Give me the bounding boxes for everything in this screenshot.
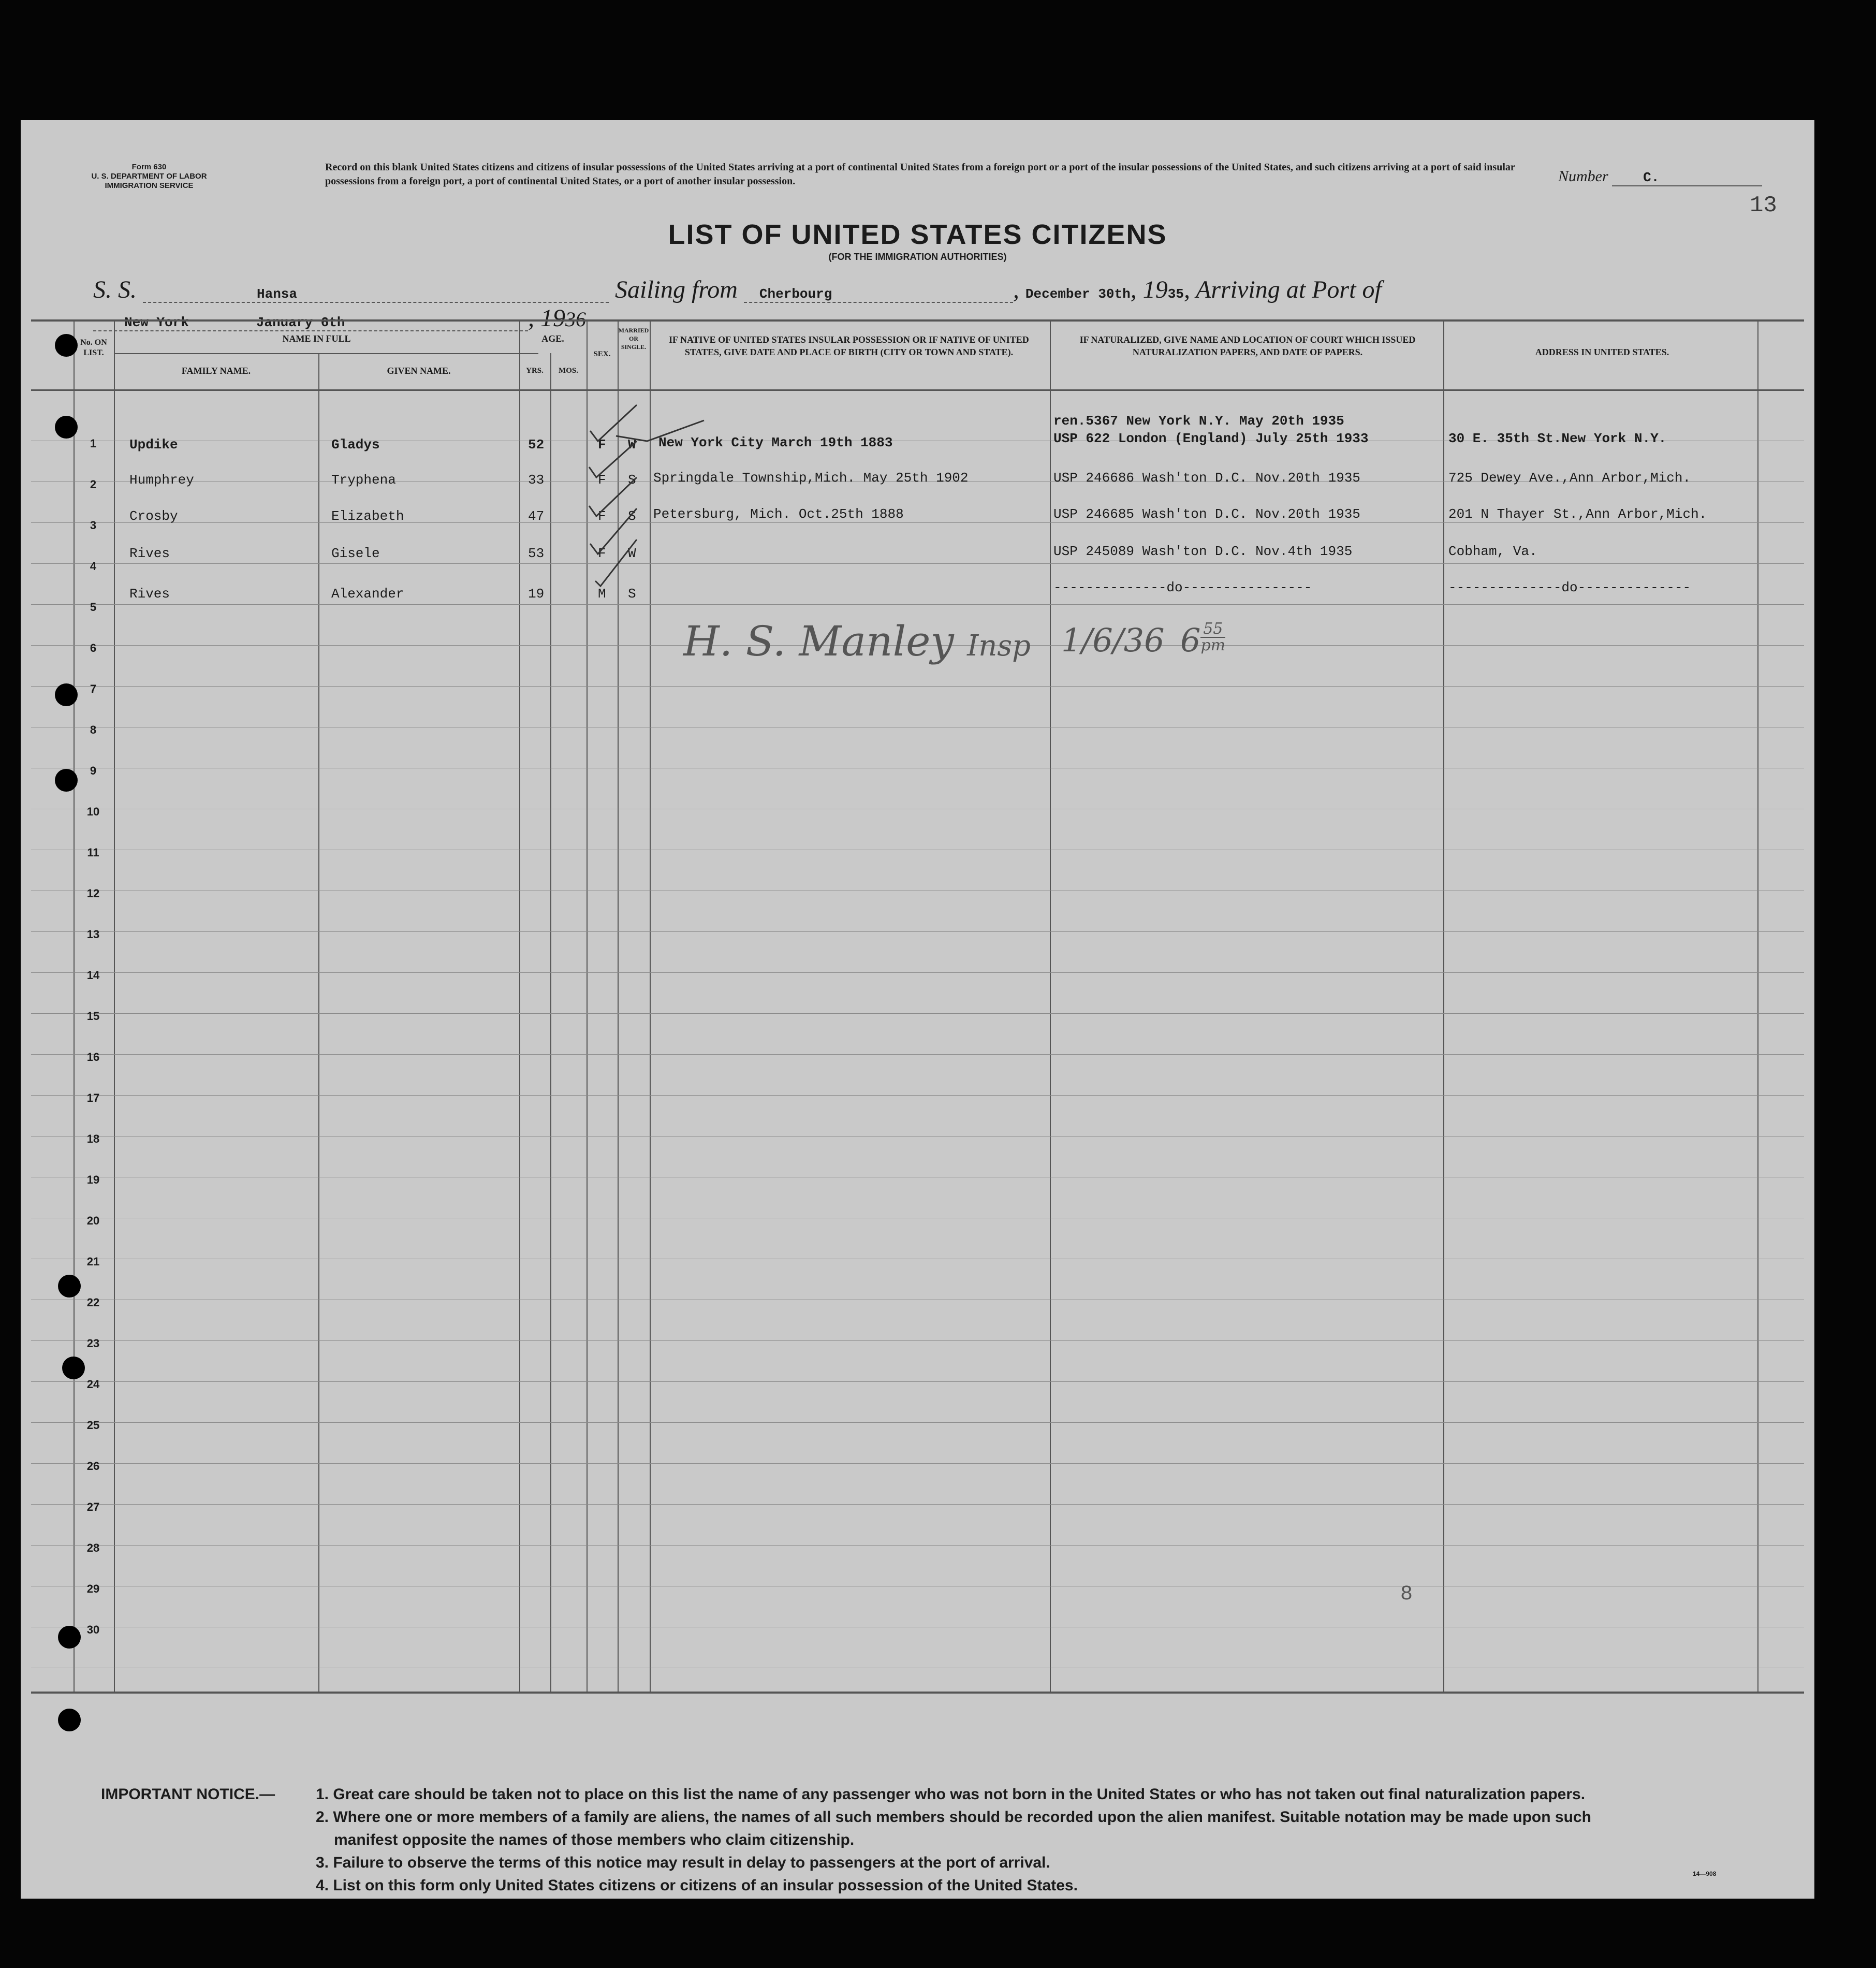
notice-label: IMPORTANT NOTICE.— (101, 1786, 275, 1803)
row-rule (31, 1504, 1804, 1505)
row-rule (31, 931, 1804, 932)
punch-hole (55, 334, 78, 357)
row-number: 17 (86, 1091, 100, 1104)
notice-item: 2. Where one or more members of a family are aliens, the names of all such members should be recorded upon the alien manifest. Suitable notation may be made upon such (316, 1809, 1591, 1826)
table-top-rule (31, 319, 1804, 322)
row-number: 5 (90, 601, 97, 614)
row-number: 27 (86, 1500, 100, 1513)
col-rule (1757, 319, 1758, 1692)
check-mark (595, 540, 637, 586)
margin-mark: 8 (1400, 1583, 1413, 1606)
row-number: 13 (86, 928, 100, 941)
col-rule (519, 319, 520, 1692)
departure-port: Cherbourg (744, 286, 1013, 303)
row-rule (31, 1463, 1804, 1464)
page-title: LIST OF UNITED STATES CITIZENS (668, 219, 1167, 250)
address: 30 E. 35th St.New York N.Y. (1448, 431, 1667, 446)
row-number: 10 (86, 805, 100, 818)
address: Cobham, Va. (1448, 544, 1537, 559)
naturalization-2: USP 622 London (England) July 25th 1933 (1053, 431, 1369, 446)
row-number: 4 (90, 560, 97, 573)
given-name: Elizabeth (331, 508, 404, 524)
number-label: Number (1558, 168, 1608, 185)
name-header-rule (114, 353, 538, 354)
department-name: U. S. DEPARTMENT OF LABOR (91, 172, 207, 181)
address: 725 Dewey Ave.,Ann Arbor,Mich. (1448, 470, 1691, 486)
check-mark (590, 405, 637, 441)
row-number: 20 (86, 1214, 100, 1227)
page-number: 13 (1750, 193, 1777, 218)
sex: M (598, 586, 606, 602)
family-name: Updike (129, 437, 178, 453)
manifest-sheet (21, 120, 1814, 1899)
birth-place-date: Petersburg, Mich. Oct.25th 1888 (653, 506, 904, 522)
row-number: 28 (86, 1541, 100, 1554)
row-rule (31, 604, 1804, 605)
row-number: 6 (90, 642, 97, 654)
notice-item: manifest opposite the names of those members who claim citizenship. (334, 1831, 855, 1848)
naturalization-1: USP 246685 Wash'ton D.C. Nov.20th 1935 (1053, 506, 1360, 522)
row-rule (31, 1422, 1804, 1423)
row-number: 21 (86, 1255, 100, 1268)
arrival-date: January 6th (256, 315, 345, 330)
service-name: IMMIGRATION SERVICE (105, 181, 194, 190)
sex: F (598, 437, 606, 453)
age-years: 19 (528, 586, 545, 602)
punch-hole (62, 1357, 85, 1379)
row-number: 2 (90, 478, 97, 491)
inspection-time: 6 $\frac{55}{pm}$ (1180, 620, 1226, 659)
punch-hole (58, 1709, 81, 1731)
row-number: 8 (90, 723, 97, 736)
sex: F (598, 472, 606, 488)
row-rule (31, 1340, 1804, 1341)
family-name: Rives (129, 586, 170, 602)
row-number: 26 (86, 1460, 100, 1473)
check-mark (589, 441, 637, 477)
col-rule (74, 319, 75, 1692)
col-rule (550, 353, 551, 1692)
sex: F (598, 508, 606, 524)
row-number: 16 (86, 1051, 100, 1063)
row-number: 23 (86, 1337, 100, 1350)
naturalization-1: USP 246686 Wash'ton D.C. Nov.20th 1935 (1053, 470, 1360, 486)
number-value: C. (1612, 170, 1762, 186)
given-name: Gisele (331, 546, 380, 561)
naturalization-1: --------------do---------------- (1053, 580, 1312, 595)
check-marks (569, 389, 725, 607)
sailing-label: Sailing from (615, 276, 738, 303)
family-name: Crosby (129, 508, 178, 524)
row-number: 3 (90, 519, 97, 532)
row-number: 22 (86, 1296, 100, 1309)
form-number: Form 630 (131, 163, 167, 171)
given-name: Alexander (331, 586, 404, 602)
age-years: 52 (528, 437, 545, 453)
col-rule (1050, 319, 1051, 1692)
header-yrs: YRS. (526, 367, 544, 375)
header-age: AGE. (541, 333, 564, 344)
naturalization-1: USP 245089 Wash'ton D.C. Nov.4th 1935 (1053, 544, 1353, 559)
table-bottom-rule (31, 1692, 1804, 1694)
header-name-in-full: NAME IN FULL (282, 333, 351, 344)
header-sex: SEX. (593, 350, 611, 358)
address: --------------do-------------- (1448, 580, 1691, 595)
departure-year: 35 (1167, 286, 1184, 302)
header-married: MARRIED OR SINGLE. (618, 327, 649, 351)
marital-status: S (628, 472, 636, 488)
row-number: 25 (86, 1419, 100, 1432)
row-rule (31, 1054, 1804, 1055)
sex: F (598, 546, 606, 561)
row-number: 14 (86, 969, 100, 982)
voyage-line: S. S. Hansa Sailing from Cherbourg , December 30th, 1935, Arriving at Port of New York January 6th , 1936 (93, 276, 1382, 332)
header-family-name: FAMILY NAME. (181, 366, 251, 376)
row-rule (31, 1545, 1804, 1546)
row-number: 1 (90, 437, 97, 450)
age-years: 47 (528, 508, 545, 524)
punch-hole (55, 416, 78, 439)
row-number: 18 (86, 1132, 100, 1145)
row-number: 29 (86, 1582, 100, 1595)
punch-hole (55, 769, 78, 792)
header-given-name: GIVEN NAME. (387, 366, 451, 376)
given-name: Gladys (331, 437, 380, 453)
age-years: 33 (528, 472, 545, 488)
header-no: No. ON LIST. (80, 338, 107, 357)
punch-hole (58, 1626, 81, 1649)
row-rule (31, 1381, 1804, 1382)
header-mos: MOS. (559, 367, 578, 375)
number-field (1558, 168, 1762, 186)
row-rule (31, 1013, 1804, 1014)
notice-item: 1. Great care should be taken not to place on this list the name of any passenger who was not born in the United States or who has not taken out final naturalization papers. (316, 1786, 1586, 1803)
birth-place-date: New York City March 19th 1883 (658, 435, 893, 450)
notice-item: 4. List on this form only United States citizens or citizens of an insular possession of the United States. (316, 1877, 1078, 1894)
punch-hole (55, 683, 78, 706)
inspector-signature: H. S. Manley Insp (683, 617, 1031, 665)
header-naturalized: IF NATURALIZED, GIVE NAME AND LOCATION OF COURT WHICH ISSUED NATURALIZATION PAPERS, AND DATE OF PAPERS. (1079, 334, 1416, 357)
inspection-date: 1/6/36 (1061, 621, 1165, 659)
marital-status: W (628, 546, 636, 561)
row-rule (31, 972, 1804, 973)
punch-hole (58, 1275, 81, 1298)
arrival-year: 36 (565, 308, 586, 331)
naturalization-1: ren.5367 New York N.Y. May 20th 1935 (1053, 413, 1344, 429)
row-number: 11 (87, 846, 99, 859)
header-native: IF NATIVE OF UNITED STATES INSULAR POSSESSION OR IF NATIVE OF UNITED STATES, GIVE DATE AND PLACE OF BIRTH (CITY OR TOWN AND STATE). (669, 334, 1029, 357)
ss-label: S. S. (93, 276, 137, 303)
header-address: ADDRESS IN UNITED STATES. (1535, 347, 1669, 357)
col-rule (1443, 319, 1444, 1692)
row-number: 12 (86, 887, 100, 900)
row-number: 19 (86, 1173, 100, 1186)
row-number: 24 (86, 1378, 100, 1391)
row-rule (31, 1095, 1804, 1096)
year-prefix-1: 19 (1142, 276, 1168, 303)
arriving-label: Arriving at Port of (1196, 276, 1382, 303)
col-rule (114, 319, 115, 1692)
row-number: 30 (86, 1623, 100, 1636)
page-subtitle: (FOR THE IMMIGRATION AUTHORITIES) (828, 252, 1007, 262)
check-mark (589, 477, 637, 516)
instruction-text: Record on this blank United States citizens and citizens of insular possessions of the United States arriving at a port of continental United States from a foreign port or a port of the insular possessions of the United States, and such citizens arriving at a port of said insular possessions from a foreign port, a port of continental United States, or a port of another insular possession. (325, 162, 1515, 187)
notice-item: 3. Failure to observe the terms of this notice may result in delay to passengers at the port of arrival. (316, 1854, 1050, 1871)
header-bottom-rule (31, 389, 1804, 391)
age-years: 53 (528, 546, 545, 561)
arrival-port: New York January 6th (93, 315, 528, 331)
row-number: 9 (90, 764, 97, 777)
row-number: 15 (86, 1010, 100, 1023)
print-code: 14—908 (1693, 1870, 1717, 1877)
row-rule (31, 522, 1804, 523)
marital-status: S (628, 508, 636, 524)
ship-name: Hansa (143, 286, 609, 303)
marital-status: W (628, 437, 636, 453)
row-rule (31, 686, 1804, 687)
col-rule (318, 353, 319, 1692)
marital-status: S (628, 586, 636, 602)
birth-place-date: Springdale Township,Mich. May 25th 1902 (653, 470, 969, 486)
departure-date: December 30th (1025, 286, 1131, 302)
family-name: Rives (129, 546, 170, 561)
form-header (82, 163, 216, 191)
address: 201 N Thayer St.,Ann Arbor,Mich. (1448, 506, 1707, 522)
given-name: Tryphena (331, 472, 396, 488)
row-number: 7 (90, 682, 97, 695)
row-rule (31, 563, 1804, 564)
check-mark (616, 420, 704, 441)
family-name: Humphrey (129, 472, 194, 488)
year-prefix-2: 19 (540, 304, 565, 332)
